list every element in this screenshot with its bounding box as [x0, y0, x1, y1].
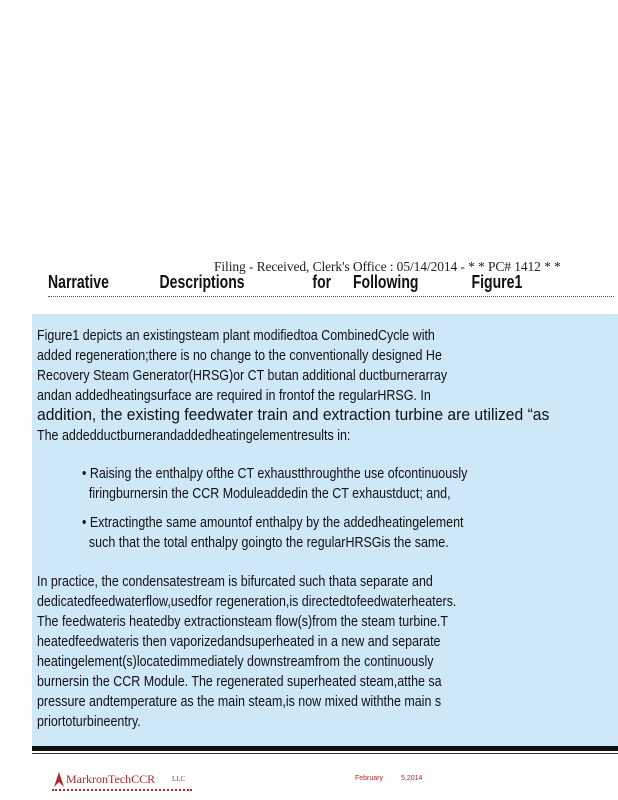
heading-word: Descriptions [159, 272, 245, 292]
text-line: heatedfeedwateris then vaporizedandsuperheated in a new and separate [37, 634, 441, 650]
text-line: Recovery Steam Generator(HRSG)or CT butan additional ductburnerarray [37, 368, 448, 384]
filing-stamp: Filing - Received, Clerk's Office : 05/14/2014 - * * PC# 1412 * * [214, 259, 561, 274]
text-line: Figure1 depicts an existingsteam plant modifiedtoa CombinedCycle with [37, 328, 435, 344]
footer-month: February [355, 775, 384, 782]
heading-word: Following [352, 272, 419, 292]
text-line: dedicatedfeedwaterflow,usedfor regeneration,is directedtofeedwaterheaters. [37, 594, 457, 610]
footer-date [355, 775, 438, 782]
heading-word: Narrative [48, 272, 109, 292]
text-line: heatingelement(s)locatedimmediately downstreamfrom the continuously [37, 654, 434, 670]
bullet-continuation [82, 535, 449, 551]
heading-word: for [312, 272, 332, 292]
section-heading [48, 272, 523, 298]
panel-bottom-line [32, 753, 618, 754]
bullet-item: • Raising the enthalpy ofthe CT exhaustthroughthe use ofcontinuously [82, 466, 468, 482]
company-logo [52, 772, 192, 796]
text-line: The addedductburnerandaddedheatingelementresults in: [37, 428, 351, 444]
logo-suffix: LLC [172, 775, 186, 783]
text-line: priortoturbineentry. [37, 714, 141, 730]
text-line: added regeneration;there is no change to the conventionally designed He [37, 348, 442, 364]
bullet-item: • Extractingthe same amountof enthalpy by the addedheatingelement [82, 515, 464, 531]
narrative-panel [32, 314, 618, 746]
bullet-text: such that the total enthalpy goingto the regularHRSGis the same. [88, 535, 449, 551]
heading-word: Figure1 [471, 272, 523, 292]
bullet-text: Raising the enthalpy ofthe CT exhaustthroughthe use ofcontinuously [89, 466, 468, 482]
logo-mark-icon [52, 771, 66, 789]
text-line: andan addedheatingsurface are required in frontof the regularHRSG. In [37, 388, 431, 404]
logo-text: MarkronTechCCR [66, 772, 156, 786]
text-line: addition, the existing feedwater train and extraction turbine are utilized “as [37, 406, 550, 424]
heading-divider [48, 296, 614, 297]
text-line: pressure andtemperature as the main steam,is now mixed withthe main s [37, 694, 442, 710]
bullet-text: Extractingthe same amountof enthalpy by the addedheatingelement [89, 515, 464, 531]
bullet-text: firingburnersin the CCR Moduleaddedin the CT exhaustduct; and, [88, 486, 451, 502]
footer-day-year: 5,2014 [400, 775, 423, 782]
text-line: In practice, the condensatestream is bifurcated such thata separate and [37, 574, 433, 590]
logo-underline [52, 789, 192, 795]
panel-bottom-rule [32, 746, 618, 751]
text-line: The feedwateris heatedby extractionsteam flow(s)from the steam turbine.T [37, 614, 448, 630]
text-line: burnersin the CCR Module. The regenerated superheated steam,atthe sa [37, 674, 442, 690]
bullet-continuation [82, 486, 451, 502]
